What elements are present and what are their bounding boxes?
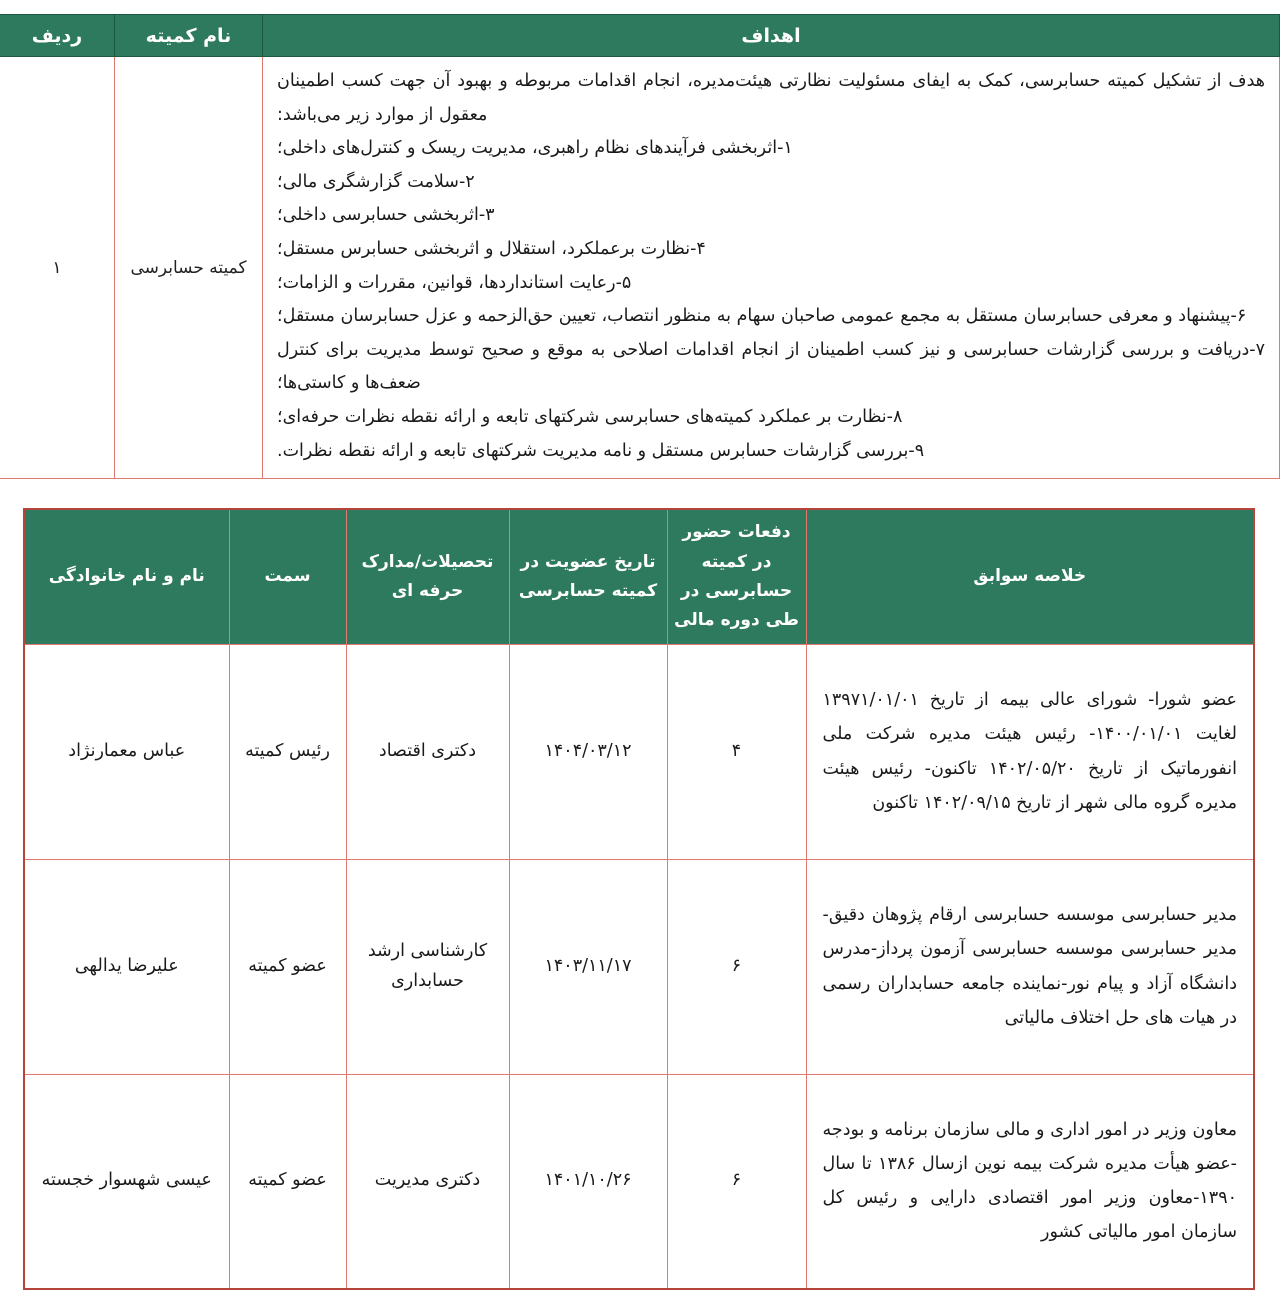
objective-item-5: ۵-رعایت استانداردها، قوانین، مقررات و الزامات؛ — [277, 272, 632, 293]
objectives-cell — [263, 57, 1280, 479]
column-header-row-number: ردیف — [0, 15, 115, 57]
member-summary-cell: مدیر حسابرسی موسسه حسابرسی ارقام پژوهان دقیق- مدیر حسابرسی موسسه حسابرسی آزمون پرداز-مدرس دانشگاه آزاد و پیام نور-نماینده جامعه حسابداران رسمی در هیات های حل اختلاف مالیاتی — [806, 859, 1254, 1074]
member-name-cell: علیرضا یدالهی — [24, 859, 229, 1074]
table-row — [24, 644, 1254, 859]
objective-item-1: ۱-اثربخشی فرآیندهای نظام راهبری، مدیریت ریسک و کنترل‌های داخلی؛ — [277, 138, 793, 159]
member-role-cell: رئیس کمیته — [229, 644, 346, 859]
objective-item-8: ۸-نظارت بر عملکرد کمیته‌های حسابرسی شرکتهای تابعه و ارائه نقطه نظرات حرفه‌ای؛ — [277, 406, 903, 427]
member-name-cell: عباس معمارنژاد — [24, 644, 229, 859]
objective-item-7: ۷-دریافت و بررسی گزارشات حسابرسی و نیز کسب اطمینان از انجام اقدامات اصلاحی به موقع و صحیح توسط مدیریت برای کنترل ضعف‌ها و کاستی‌ها؛ — [277, 339, 1265, 394]
committee-name-cell: کمیته حسابرسی — [115, 57, 263, 479]
members-header-row — [24, 509, 1254, 644]
member-name-cell: عیسی شهسوار خجسته — [24, 1074, 229, 1289]
member-attendance-cell: ۶ — [667, 1074, 806, 1289]
column-header-education: تحصیلات/مدارک حرفه ای — [346, 509, 509, 644]
member-education-cell: کارشناسی ارشد حسابداری — [346, 859, 509, 1074]
table-row — [0, 57, 1280, 479]
column-header-attendance-count: دفعات حضور در کمیته حسابرسی در طی دوره مالی — [667, 509, 806, 644]
objectives-table-head — [0, 15, 1280, 57]
column-header-role: سمت — [229, 509, 346, 644]
member-attendance-cell: ۶ — [667, 859, 806, 1074]
column-header-committee-name: نام کمیته — [115, 15, 263, 57]
member-date-cell: ۱۴۰۳/۱۱/۱۷ — [509, 859, 667, 1074]
member-date-cell: ۱۴۰۱/۱۰/۲۶ — [509, 1074, 667, 1289]
table-row — [24, 1074, 1254, 1289]
column-header-summary: خلاصه سوابق — [806, 509, 1254, 644]
objective-item-4: ۴-نظارت برعملکرد، استقلال و اثربخشی حسابرس مستقل؛ — [277, 238, 706, 259]
member-attendance-cell: ۴ — [667, 644, 806, 859]
member-summary-cell: معاون وزیر در امور اداری و مالی سازمان برنامه و بودجه -عضو هیأت مدیره شرکت بیمه نوین ازسال ۱۳۸۶ تا سال ۱۳۹۰-معاون وزیر امور اقتصادی دارایی و رئیس کل سازمان امور مالیاتی کشور — [806, 1074, 1254, 1289]
objectives-intro: هدف از تشکیل کمیته حسابرسی، کمک به ایفای مسئولیت نظارتی هیئت‌مدیره، انجام اقدامات مربوطه و بهبود آن جهت کسب اطمینان معقول از موارد زیر می‌باشد: — [277, 71, 1265, 125]
table-row — [24, 859, 1254, 1074]
members-table-head — [24, 509, 1254, 644]
members-table — [23, 508, 1255, 1290]
objective-item-6: ۶-پیشنهاد و معرفی حسابرسان مستقل به مجمع عمومی صاحبان سهام به منظور انتصاب، تعیین حق‌الزحمه و عزل حسابرسان مستقل؛ — [277, 306, 1247, 327]
objective-item-9: ۹-بررسی گزارشات حسابرس مستقل و نامه مدیریت شرکتهای تابعه و ارائه نقطه نظرات. — [277, 440, 925, 461]
member-education-cell: دکتری اقتصاد — [346, 644, 509, 859]
member-date-cell: ۱۴۰۴/۰۳/۱۲ — [509, 644, 667, 859]
row-number-cell: ۱ — [0, 57, 115, 479]
member-role-cell: عضو کمیته — [229, 859, 346, 1074]
members-table-body — [24, 644, 1254, 1289]
member-summary-cell: عضو شورا- شورای عالی بیمه از تاریخ ۱۳۹۷۱/۰۱/۰۱ لغایت ۱۴۰۰/۰۱/۰۱- رئیس هیئت مدیره شرکت ملی انفورماتیک از تاریخ ۱۴۰۲/۰۵/۲۰ تاکنون- رئیس هیئت مدیره گروه مالی شهر از تاریخ ۱۴۰۲/۰۹/۱۵ تاکنون — [806, 644, 1254, 859]
objectives-table-body — [0, 57, 1280, 479]
objectives-table — [0, 14, 1280, 479]
column-header-full-name: نام و نام خانوادگی — [24, 509, 229, 644]
member-role-cell: عضو کمیته — [229, 1074, 346, 1289]
column-header-membership-date: تاریخ عضویت در کمیته حسابرسی — [509, 509, 667, 644]
column-header-objectives: اهداف — [263, 15, 1280, 57]
member-education-cell: دکتری مدیریت — [346, 1074, 509, 1289]
objective-item-2: ۲-سلامت گزارشگری مالی؛ — [277, 171, 475, 192]
objectives-header-row — [0, 15, 1280, 57]
objective-item-3: ۳-اثربخشی حسابرسی داخلی؛ — [277, 205, 495, 226]
